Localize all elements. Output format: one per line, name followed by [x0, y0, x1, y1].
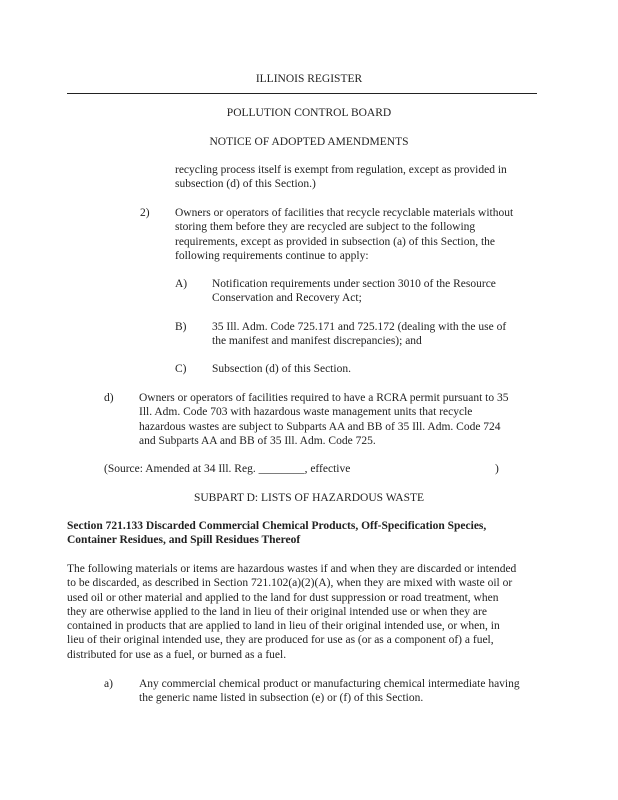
register-header: ILLINOIS REGISTER: [255, 73, 363, 85]
item-A-text: Notification requirements under section 3010 of the Resource Conservation and Recovery Act;: [212, 278, 496, 305]
header-rule: [67, 93, 537, 94]
notice-header: NOTICE OF ADOPTED AMENDMENTS: [209, 136, 409, 148]
item-a-text: Any commercial chemical product or manufacturing chemical intermediate having the generic name listed in subsection (e) or (f) of this Section.: [139, 678, 520, 705]
item-a-label: a): [104, 678, 113, 690]
item-2-text: Owners or operators of facilities that recycle recyclable materials without storing them before they are recycled are subject to the following requirements, except as provided in subsection (a) of this Section, the following requirements continue to apply:: [175, 207, 514, 262]
item-C-label: C): [175, 363, 187, 375]
item-2-label: 2): [140, 207, 150, 219]
board-header: POLLUTION CONTROL BOARD: [226, 107, 392, 119]
item-B-label: B): [175, 321, 187, 333]
continuation-text: recycling process itself is exempt from regulation, except as provided in subsection (d) of this Section.): [175, 164, 507, 191]
item-C-text: Subsection (d) of this Section.: [212, 363, 351, 375]
item-B-text: 35 Ill. Adm. Code 725.171 and 725.172 (dealing with the use of the manifest and manifest discrepancies); and: [212, 321, 507, 348]
body-paragraph: The following materials or items are hazardous wastes if and when they are discarded or intended to be discarded, as described in Section 721.102(a)(2)(A), when they are mixed with waste oil or used oil or other material and applied to the land for dust suppression or road treatment, when they are otherwise applied to the land in lieu of their original intended use or when they are contained in products that are applied to land in lieu of their original intended use, or when, in lieu of their original intended use, they are produced for use as (or as a component of) a fuel, distributed for use as a fuel, or burned as a fuel.: [67, 563, 517, 661]
item-d-label: d): [104, 392, 114, 404]
item-d-text: Owners or operators of facilities required to have a RCRA permit pursuant to 35 Ill. Adm. Code 703 with hazardous waste management units that recycle hazardous wastes are subject to Subparts AA and BB of 35 Ill. Adm. Code 724 and Subparts AA and BB of 35 Ill. Adm. Code 725.: [139, 392, 509, 447]
subpart-heading: SUBPART D: LISTS OF HAZARDOUS WASTE: [193, 492, 425, 504]
item-A-label: A): [175, 278, 188, 290]
source-note: (Source: Amended at 34 Ill. Reg. ________, effective: [104, 463, 351, 475]
section-title: Section 721.133 Discarded Commercial Chemical Products, Off-Specification Species, Container Residues, and Spill Residues Thereof: [67, 520, 487, 547]
source-close: ): [495, 463, 499, 475]
